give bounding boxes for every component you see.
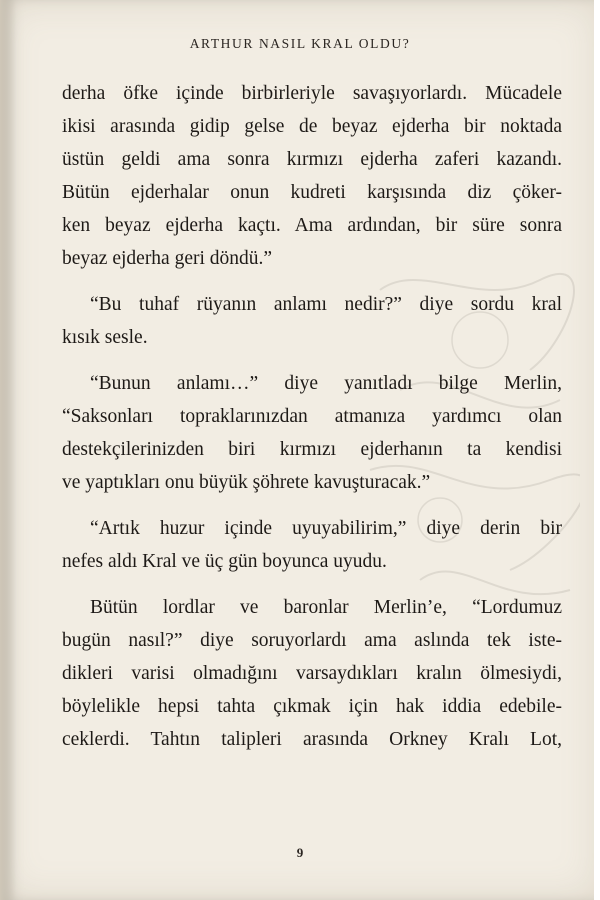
paragraph-2 xyxy=(62,288,562,354)
text-line: ken beyaz ejderha kaçtı. Ama ardından, bir süre sonra xyxy=(62,215,562,236)
text-line: nefes aldı Kral ve üç gün boyunca uyudu. xyxy=(62,551,387,572)
text-line: “Bunun anlamı…” diye yanıtladı bilge Merlin, xyxy=(90,373,562,394)
paragraph-4 xyxy=(62,512,562,578)
text-line: ikisi arasında gidip gelse de beyaz ejderha bir noktada xyxy=(62,116,562,137)
text-line: destekçilerinizden biri kırmızı ejderhanın ta kendisi xyxy=(62,439,562,460)
page-right-edge xyxy=(594,0,600,900)
text-line: ve yaptıkları onu büyük şöhrete kavuşturacak.” xyxy=(62,472,431,493)
paragraph-3 xyxy=(62,367,562,499)
paragraph-5 xyxy=(62,591,562,756)
text-line: “Saksonları topraklarınızdan atmanıza yardımcı olan xyxy=(62,406,562,427)
page-number: 9 xyxy=(296,845,304,860)
text-line: “Bu tuhaf rüyanın anlamı nedir?” diye sordu kral xyxy=(90,294,562,315)
text-line: dikleri varisi olmadığını varsaydıkları kralın ölmesiydi, xyxy=(62,663,562,684)
text-line: “Artık huzur içinde uyuyabilirim,” diye derin bir xyxy=(90,518,562,539)
running-head: ARTHUR NASIL KRAL OLDU? xyxy=(189,36,411,51)
text-line: beyaz ejderha geri döndü.” xyxy=(62,248,273,269)
text-line: kısık sesle. xyxy=(62,327,148,348)
paragraph-1 xyxy=(62,77,562,275)
text-line: Bütün ejderhalar onun kudreti karşısında diz çöker- xyxy=(62,182,562,203)
page-gutter-shadow xyxy=(0,0,16,900)
text-line: bugün nasıl?” diye soruyorlardı ama aslında tek iste- xyxy=(62,630,562,651)
text-line: derha öfke içinde birbirleriyle savaşıyorlardı. Mücadele xyxy=(62,83,562,104)
text-line: böylelikle hepsi tahta çıkmak için hak iddia edebile- xyxy=(62,696,562,717)
text-line: ceklerdi. Tahtın talipleri arasında Orkney Kralı Lot, xyxy=(62,729,562,750)
text-line: üstün geldi ama sonra kırmızı ejderha zaferi kazandı. xyxy=(62,149,562,170)
text-line: Bütün lordlar ve baronlar Merlin’e, “Lordumuz xyxy=(90,597,562,618)
body-text xyxy=(62,77,562,769)
